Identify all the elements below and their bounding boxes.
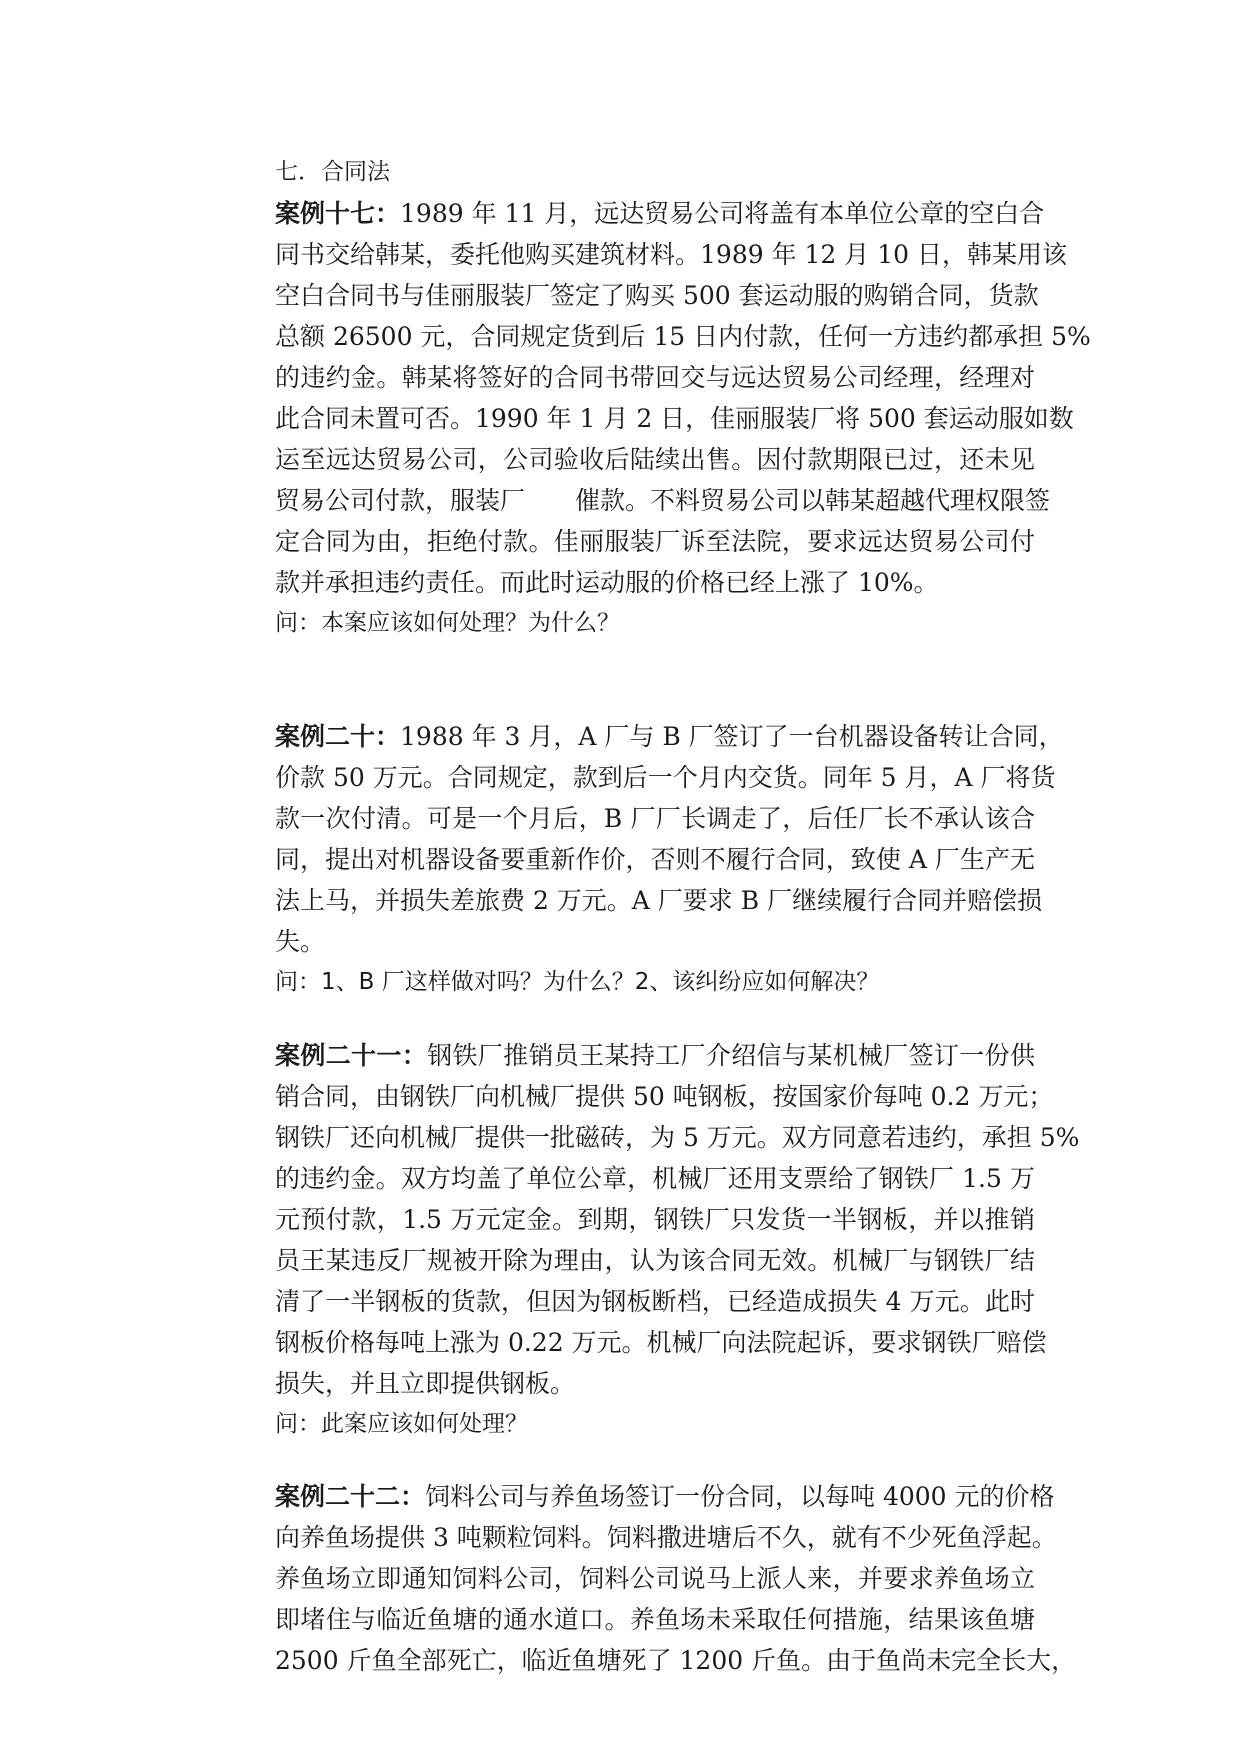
case-line: 款并承担违约责任。而此时运动服的价格已经上涨了 10%。 bbox=[275, 568, 939, 597]
case-line: 销合同，由钢铁厂向机械厂提供 50 吨钢板，按国家价每吨 0.2 万元； bbox=[275, 1082, 1054, 1111]
case-question: 问：1、B 厂这样做对吗？为什么？2、该纠纷应如何解决？ bbox=[275, 969, 880, 995]
spacer bbox=[275, 1003, 1035, 1035]
case-question: 问：本案应该如何处理？为什么？ bbox=[275, 610, 620, 636]
case-line: 总额 26500 元，合同规定货到后 15 日内付款，任何一方违约都承担 5% bbox=[275, 322, 1091, 351]
case-line: 此合同未置可否。1990 年 1 月 2 日，佳丽服装厂将 500 套运动服如数 bbox=[275, 404, 1074, 433]
case-line: 清了一半钢板的货款，但因为钢板断档，已经造成损失 4 万元。此时 bbox=[275, 1287, 1035, 1316]
case-line: 法上马，并损失差旅费 2 万元。A 厂要求 B 厂继续履行合同并赔偿损 bbox=[275, 886, 1043, 915]
case-line: 元预付款，1.5 万元定金。到期，钢铁厂只发货一半钢板，并以推销 bbox=[275, 1205, 1035, 1234]
case-label: 案例二十： bbox=[275, 722, 401, 751]
document-body bbox=[275, 152, 1091, 1681]
case-line: 同书交给韩某，委托他购买建筑材料。1989 年 12 月 10 日，韩某用该 bbox=[275, 240, 1067, 269]
case-21 bbox=[275, 1035, 1080, 1445]
case-text: 饲料公司与养鱼场签订一份合同，以每吨 4000 元的价格 bbox=[425, 1482, 1055, 1511]
case-line bbox=[275, 1035, 1035, 1076]
case-line: 的违约金。韩某将签好的合同书带回交与远达贸易公司经理，经理对 bbox=[275, 363, 1035, 392]
spacer bbox=[275, 1445, 1035, 1476]
case-line: 养鱼场立即通知饲料公司，饲料公司说马上派人来，并要求养鱼场立 bbox=[275, 1564, 1035, 1593]
spacer bbox=[275, 644, 1035, 716]
case-line: 向养鱼场提供 3 吨颗粒饲料。饲料撒进塘后不久，就有不少死鱼浮起。 bbox=[275, 1523, 1057, 1552]
case-question: 问：此案应该如何处理？ bbox=[275, 1411, 528, 1437]
case-line: 运至远达贸易公司，公司验收后陆续出售。因付款期限已过，还未见 bbox=[275, 445, 1035, 474]
case-line: 即堵住与临近鱼塘的通水道口。养鱼场未采取任何措施，结果该鱼塘 bbox=[275, 1605, 1035, 1634]
case-22 bbox=[275, 1476, 1077, 1681]
case-line: 定合同为由，拒绝付款。佳丽服装厂诉至法院，要求远达贸易公司付 bbox=[275, 527, 1035, 556]
case-line bbox=[275, 193, 1045, 234]
case-line bbox=[275, 1476, 1055, 1517]
case-line: 失。 bbox=[275, 927, 326, 956]
section-heading: 七．合同法 bbox=[275, 159, 390, 185]
case-line: 价款 50 万元。合同规定，款到后一个月内交货。同年 5 月，A 厂将货 bbox=[275, 763, 1056, 792]
case-line: 的违约金。双方均盖了单位公章，机械厂还用支票给了钢铁厂 1.5 万 bbox=[275, 1164, 1035, 1193]
case-line: 钢板价格每吨上涨为 0.22 万元。机械厂向法院起诉，要求钢铁厂赔偿 bbox=[275, 1328, 1047, 1357]
case-label: 案例十七： bbox=[275, 199, 401, 228]
case-line: 员王某违反厂规被开除为理由，认为该合同无效。机械厂与钢铁厂结 bbox=[275, 1246, 1035, 1275]
case-text: 钢铁厂推销员王某持工厂介绍信与某机械厂签订一份供 bbox=[427, 1041, 1035, 1070]
case-line: 同，提出对机器设备要重新作价，否则不履行合同，致使 A 厂生产无 bbox=[275, 845, 1035, 874]
case-line bbox=[275, 716, 1064, 757]
case-line: 损失，并且立即提供钢板。 bbox=[275, 1369, 576, 1398]
case-line: 贸易公司付款，服装厂 催款。不料贸易公司以韩某超越代理权限签 bbox=[275, 486, 1051, 515]
case-label: 案例二十一： bbox=[275, 1041, 428, 1070]
case-line: 款一次付清。可是一个月后，B 厂厂长调走了，后任厂长不承认该合 bbox=[275, 804, 1035, 833]
case-text: 1988 年 3 月，A 厂与 B 厂签订了一台机器设备转让合同， bbox=[400, 722, 1064, 751]
case-17 bbox=[275, 193, 1091, 644]
case-line: 空白合同书与佳丽服装厂签定了购买 500 套运动服的购销合同，货款 bbox=[275, 281, 1039, 310]
case-20 bbox=[275, 716, 1064, 1003]
case-line: 钢铁厂还向机械厂提供一批磁砖，为 5 万元。双方同意若违约，承担 5% bbox=[275, 1123, 1080, 1152]
case-line: 2500 斤鱼全部死亡，临近鱼塘死了 1200 斤鱼。由于鱼尚未完全长大， bbox=[275, 1646, 1077, 1675]
case-label: 案例二十二： bbox=[275, 1482, 426, 1511]
case-text: 1989 年 11 月，远达贸易公司将盖有本单位公章的空白合 bbox=[400, 199, 1045, 228]
